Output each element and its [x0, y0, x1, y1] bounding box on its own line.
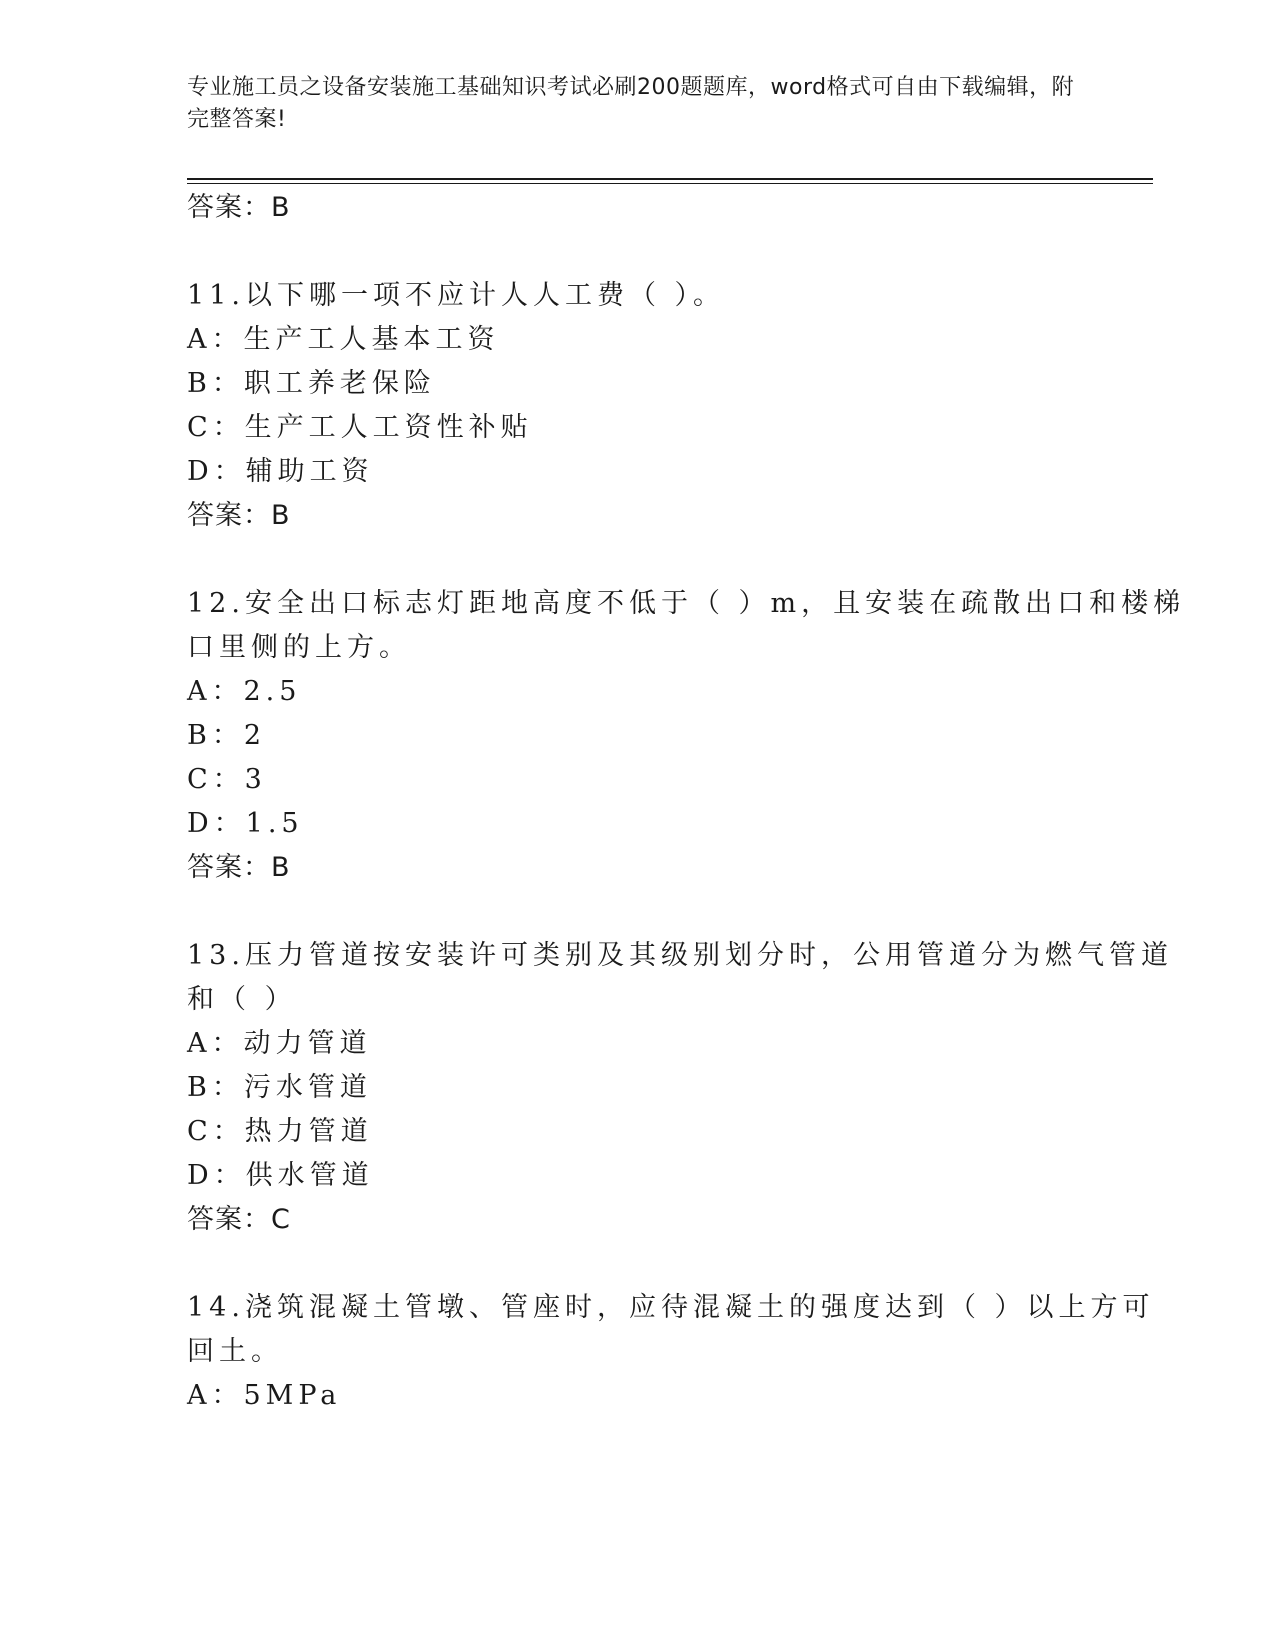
question-13-text-line-1: 13.压力管道按安装许可类别及其级别划分时，公用管道分为燃气管道 [187, 940, 1173, 971]
question-11-option-d: D：辅助工资 [187, 456, 374, 487]
document-header: 专业施工员之设备安装施工基础知识考试必刷200题题库，word格式可自由下载编辑，附完整答案! [187, 75, 1075, 132]
question-13-answer: 答案：C [187, 1204, 291, 1235]
question-14-text-line-1: 14.浇筑混凝土管墩、管座时，应待混凝土的强度达到（ ）以上方可 [187, 1292, 1155, 1323]
question-12-text-line-2: 口里侧的上方。 [187, 632, 411, 663]
question-12-text-line-1: 12.安全出口标志灯距地高度不低于（ ）m，且安装在疏散出口和楼梯 [187, 588, 1186, 619]
question-14-option-a: A：5MPa [187, 1380, 342, 1411]
question-13-option-c: C：热力管道 [187, 1116, 373, 1147]
question-11-text-line-1: 11.以下哪一项不应计人人工费（ ）。 [187, 280, 726, 311]
question-11-option-b: B：职工养老保险 [187, 368, 436, 399]
question-11-option-a: A：生产工人基本工资 [187, 324, 500, 355]
question-14-text-line-2: 回土。 [187, 1336, 283, 1367]
question-13-option-a: A：动力管道 [187, 1028, 372, 1059]
question-12-answer: 答案：B [187, 852, 291, 883]
question-12-option-b: B：2 [187, 720, 267, 751]
question-13-option-b: B：污水管道 [187, 1072, 372, 1103]
question-11-answer: 答案：B [187, 500, 291, 531]
question-11-option-c: C：生产工人工资性补贴 [187, 412, 533, 443]
question-12-option-d: D：1.5 [187, 808, 304, 839]
header-divider-thin [187, 183, 1153, 184]
answer-line: 答案：B [187, 192, 291, 223]
question-12-option-c: C：3 [187, 764, 267, 795]
header-divider-thick [187, 178, 1153, 180]
question-12-option-a: A：2.5 [187, 676, 302, 707]
question-13-text-line-2: 和（ ） [187, 984, 297, 1015]
question-13-option-d: D：供水管道 [187, 1160, 374, 1191]
